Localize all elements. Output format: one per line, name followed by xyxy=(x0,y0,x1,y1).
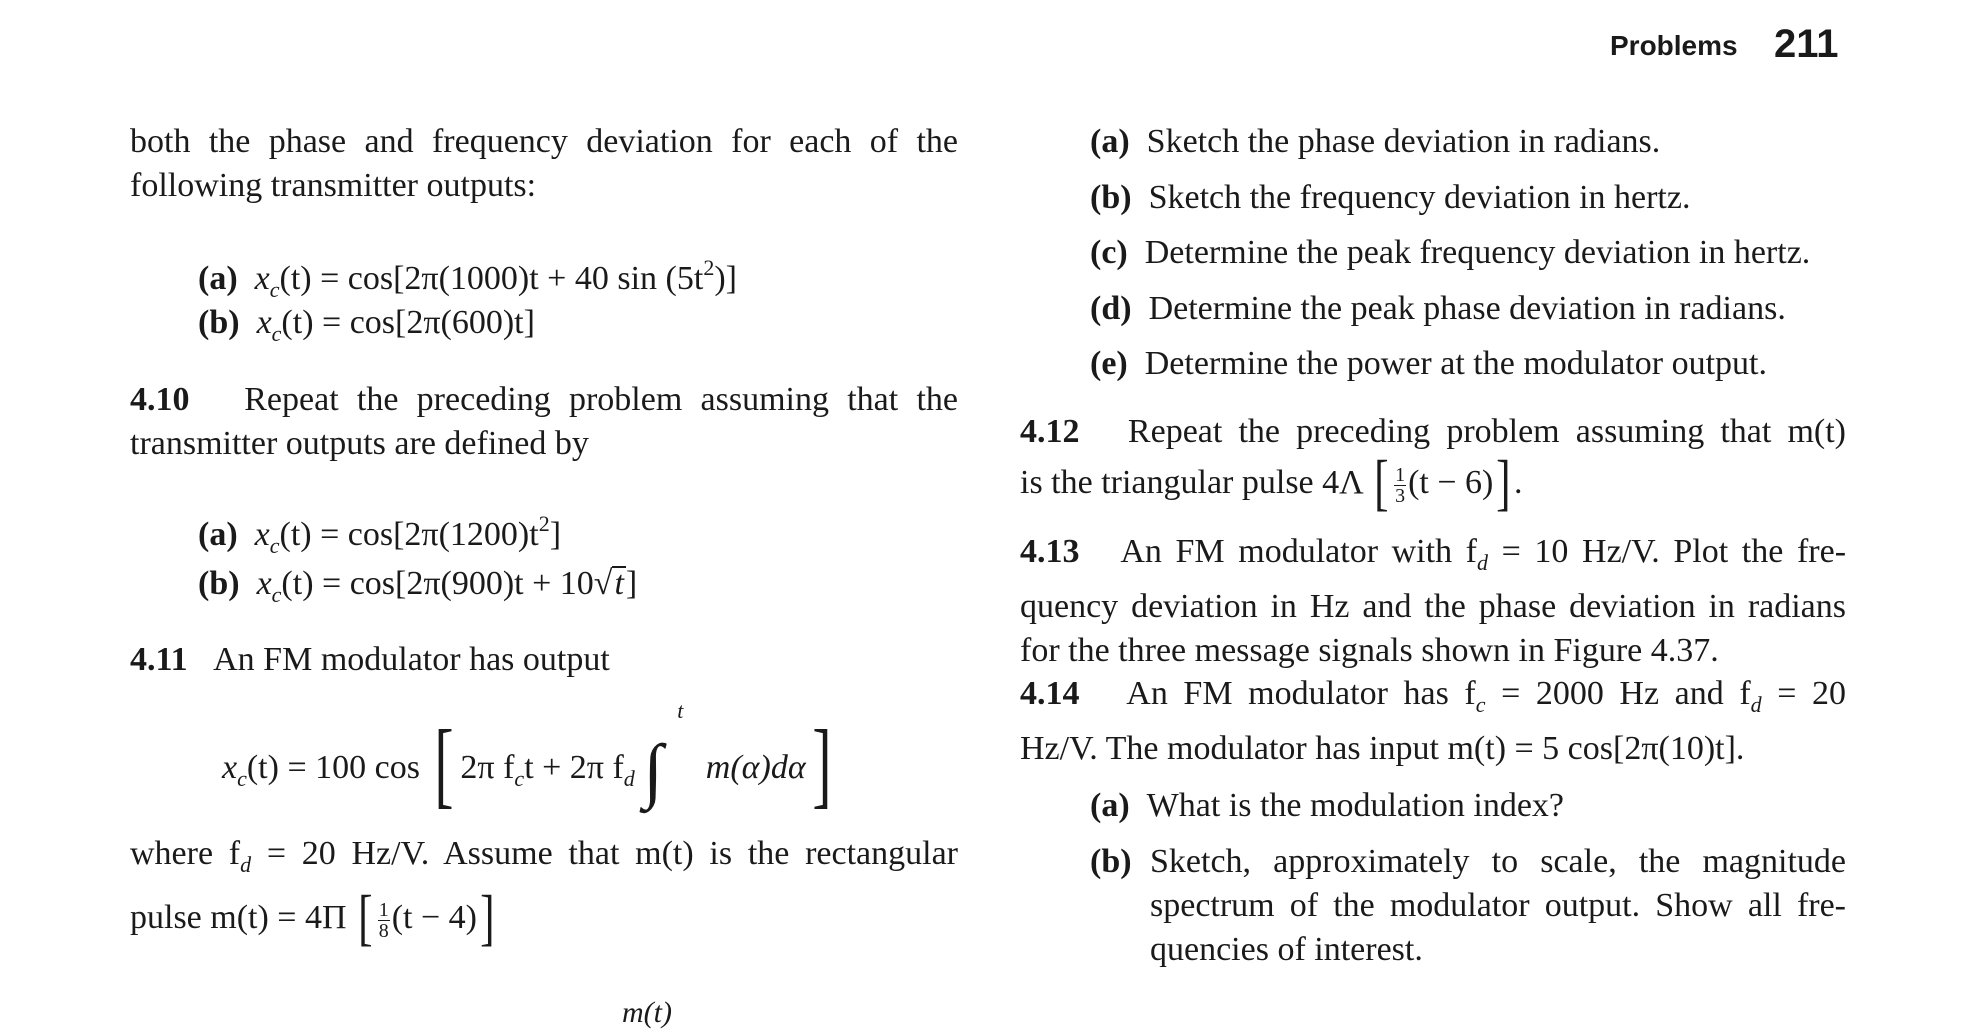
problem-text-line-2: Hz/V. The modulator has input m(t) = 5 cos[2π(10)t]. xyxy=(1020,730,1745,767)
sqrt-sign-icon: √ xyxy=(593,565,613,602)
problem-text-line-1b: = 10 Hz/V. Plot the fre- xyxy=(1488,533,1847,570)
eq-sup: 2 xyxy=(538,511,550,536)
item-text: Sketch the phase deviation in radians. xyxy=(1146,123,1661,160)
problem-text-line-1c: = 20 xyxy=(1761,675,1847,712)
eq-rhs-end: )] xyxy=(714,260,737,297)
fraction-denominator: 8 xyxy=(378,919,389,942)
running-title: Problems xyxy=(1610,30,1738,61)
problem-text-line-1: Repeat the preceding problem assuming that m(t) xyxy=(1127,413,1847,450)
left-bracket-icon: [ xyxy=(358,884,373,952)
item-text: Determine the peak phase deviation in radians. xyxy=(1148,290,1786,327)
eq-lhs: x xyxy=(254,516,270,553)
problem-text-line-2: is the triangular pulse 4Λ xyxy=(1020,464,1363,501)
item-label: (b) xyxy=(198,304,240,341)
left-bracket-icon: [ xyxy=(434,710,455,817)
item-label: (a) xyxy=(198,260,238,297)
problem-4-13 xyxy=(1020,530,1846,673)
eq-lhs: x xyxy=(222,749,238,786)
eq-sub: d xyxy=(1750,692,1762,717)
item-label: (c) xyxy=(1090,234,1128,271)
eq-rhs-end: ] xyxy=(549,516,562,553)
item-text: What is the modulation index? xyxy=(1146,787,1565,824)
p411-item-e xyxy=(1090,342,1767,386)
fraction-denominator: 3 xyxy=(1395,484,1406,507)
right-bracket-icon: ] xyxy=(480,884,495,952)
problem-text-line-1a: An FM modulator with f xyxy=(1120,533,1478,570)
item-label: (a) xyxy=(198,516,238,553)
left-bracket-icon: [ xyxy=(1374,449,1389,517)
eq-rhs: (t) = cos[2π(1200)t xyxy=(279,516,539,553)
item-text: Sketch the frequency deviation in hertz. xyxy=(1148,179,1691,216)
problem-4-10 xyxy=(130,378,958,466)
eq-lhs: x xyxy=(256,565,272,602)
fraction-numerator: 1 xyxy=(378,898,389,921)
eq-sub: c xyxy=(271,321,282,346)
p411-after xyxy=(130,832,958,952)
eq-sub: c xyxy=(1475,692,1486,717)
item-text-line-1: Sketch, approximately to scale, the magnitude xyxy=(1150,843,1846,880)
eq-term1-sub: c xyxy=(514,766,525,791)
item-label: (a) xyxy=(1090,787,1130,824)
intro-line-1: both the phase and frequency deviation for each of the xyxy=(130,123,958,160)
after-frac-text: (t − 4) xyxy=(391,899,477,936)
intro-line-2: following transmitter outputs: xyxy=(130,167,537,204)
item-text: Determine the peak frequency deviation in hertz. xyxy=(1144,234,1811,271)
fraction xyxy=(378,900,390,941)
p411-equation xyxy=(222,698,838,817)
item-label: (b) xyxy=(1090,179,1132,216)
after-line2: pulse m(t) = 4Π xyxy=(130,899,347,936)
after-frac-text: (t − 6) xyxy=(1408,464,1494,501)
eq-rhs: (t) = cos[2π(1000)t + 40 sin (5t xyxy=(279,260,704,297)
eq-rhs-end: ] xyxy=(625,565,638,602)
period: . xyxy=(1514,464,1523,501)
problem-text: An FM modulator has output xyxy=(213,641,610,678)
problem-number: 4.11 xyxy=(130,641,188,678)
integral-upper-limit: t xyxy=(677,698,684,723)
eq-integrand: m(α)dα xyxy=(705,749,806,786)
eq-term1: 2π f xyxy=(460,749,515,786)
item-label: (a) xyxy=(1090,123,1130,160)
sqrt-arg: t xyxy=(614,565,624,602)
item-label: (b) xyxy=(198,565,240,602)
figure-axis-label: m(t) xyxy=(622,996,672,1029)
eq-term1-end: t + 2π f xyxy=(524,749,624,786)
right-bracket-icon: ] xyxy=(812,710,832,817)
eq-sup: 2 xyxy=(703,255,715,280)
problem-number: 4.12 xyxy=(1020,413,1080,450)
p411-item-a xyxy=(1090,120,1660,164)
problem-text-line-1: Repeat the preceding problem assuming that the xyxy=(244,381,958,418)
p410-item-b xyxy=(198,562,637,617)
p414-item-a xyxy=(1090,784,1564,828)
p411-item-b xyxy=(1090,176,1690,220)
p411-item-d xyxy=(1090,287,1786,331)
eq-mid: (t) = 100 cos xyxy=(246,749,420,786)
eq-lhs: x xyxy=(256,304,272,341)
p411-item-c xyxy=(1090,231,1810,275)
item-label: (b) xyxy=(1090,843,1132,880)
intro-item-b xyxy=(198,301,535,356)
right-bracket-icon: ] xyxy=(1496,449,1511,517)
intro-paragraph xyxy=(130,120,958,208)
problem-text-line-1b: = 2000 Hz and f xyxy=(1485,675,1751,712)
eq-rhs: (t) = cos[2π(900)t + 10 xyxy=(281,565,594,602)
item-text-line-3: quencies of interest. xyxy=(1150,931,1423,968)
item-label: (d) xyxy=(1090,290,1132,327)
item-text-line-2: spectrum of the modulator output. Show all fre- xyxy=(1150,887,1846,924)
eq-sub: c xyxy=(237,766,247,791)
eq-term2-sub: d xyxy=(623,766,635,791)
item-label: (e) xyxy=(1090,345,1128,382)
after-line1-b: = 20 Hz/V. Assume that m(t) is the rectangular xyxy=(251,835,958,872)
page-number: 211 xyxy=(1774,22,1839,66)
problem-number: 4.14 xyxy=(1020,675,1080,712)
integral-sign-icon: ∫ xyxy=(643,730,664,810)
problem-text-line-3: for the three message signals shown in Figure 4.37. xyxy=(1020,632,1719,669)
problem-4-11 xyxy=(130,638,610,682)
eq-sub: c xyxy=(269,533,280,558)
after-line1-a: where f xyxy=(130,835,241,872)
problem-text-line-2: quency deviation in Hz and the phase deviation in radians xyxy=(1020,588,1846,625)
fraction xyxy=(1394,465,1406,506)
eq-sub: c xyxy=(271,582,282,607)
problem-number: 4.10 xyxy=(130,381,190,418)
problem-4-12 xyxy=(1020,410,1847,517)
eq-sub: c xyxy=(269,277,280,302)
problem-number: 4.13 xyxy=(1020,533,1080,570)
p410-item-a xyxy=(198,502,561,568)
eq-rhs: (t) = cos[2π(600)t] xyxy=(281,304,535,341)
after-sub: d xyxy=(240,852,252,877)
eq-sub: d xyxy=(1477,550,1489,575)
fraction-numerator: 1 xyxy=(1395,463,1406,486)
eq-lhs: x xyxy=(254,260,270,297)
problem-text-line-1a: An FM modulator has f xyxy=(1126,675,1476,712)
item-text: Determine the power at the modulator output. xyxy=(1144,345,1767,382)
problem-text-line-2: transmitter outputs are defined by xyxy=(130,425,589,462)
problem-4-14 xyxy=(1020,672,1846,771)
